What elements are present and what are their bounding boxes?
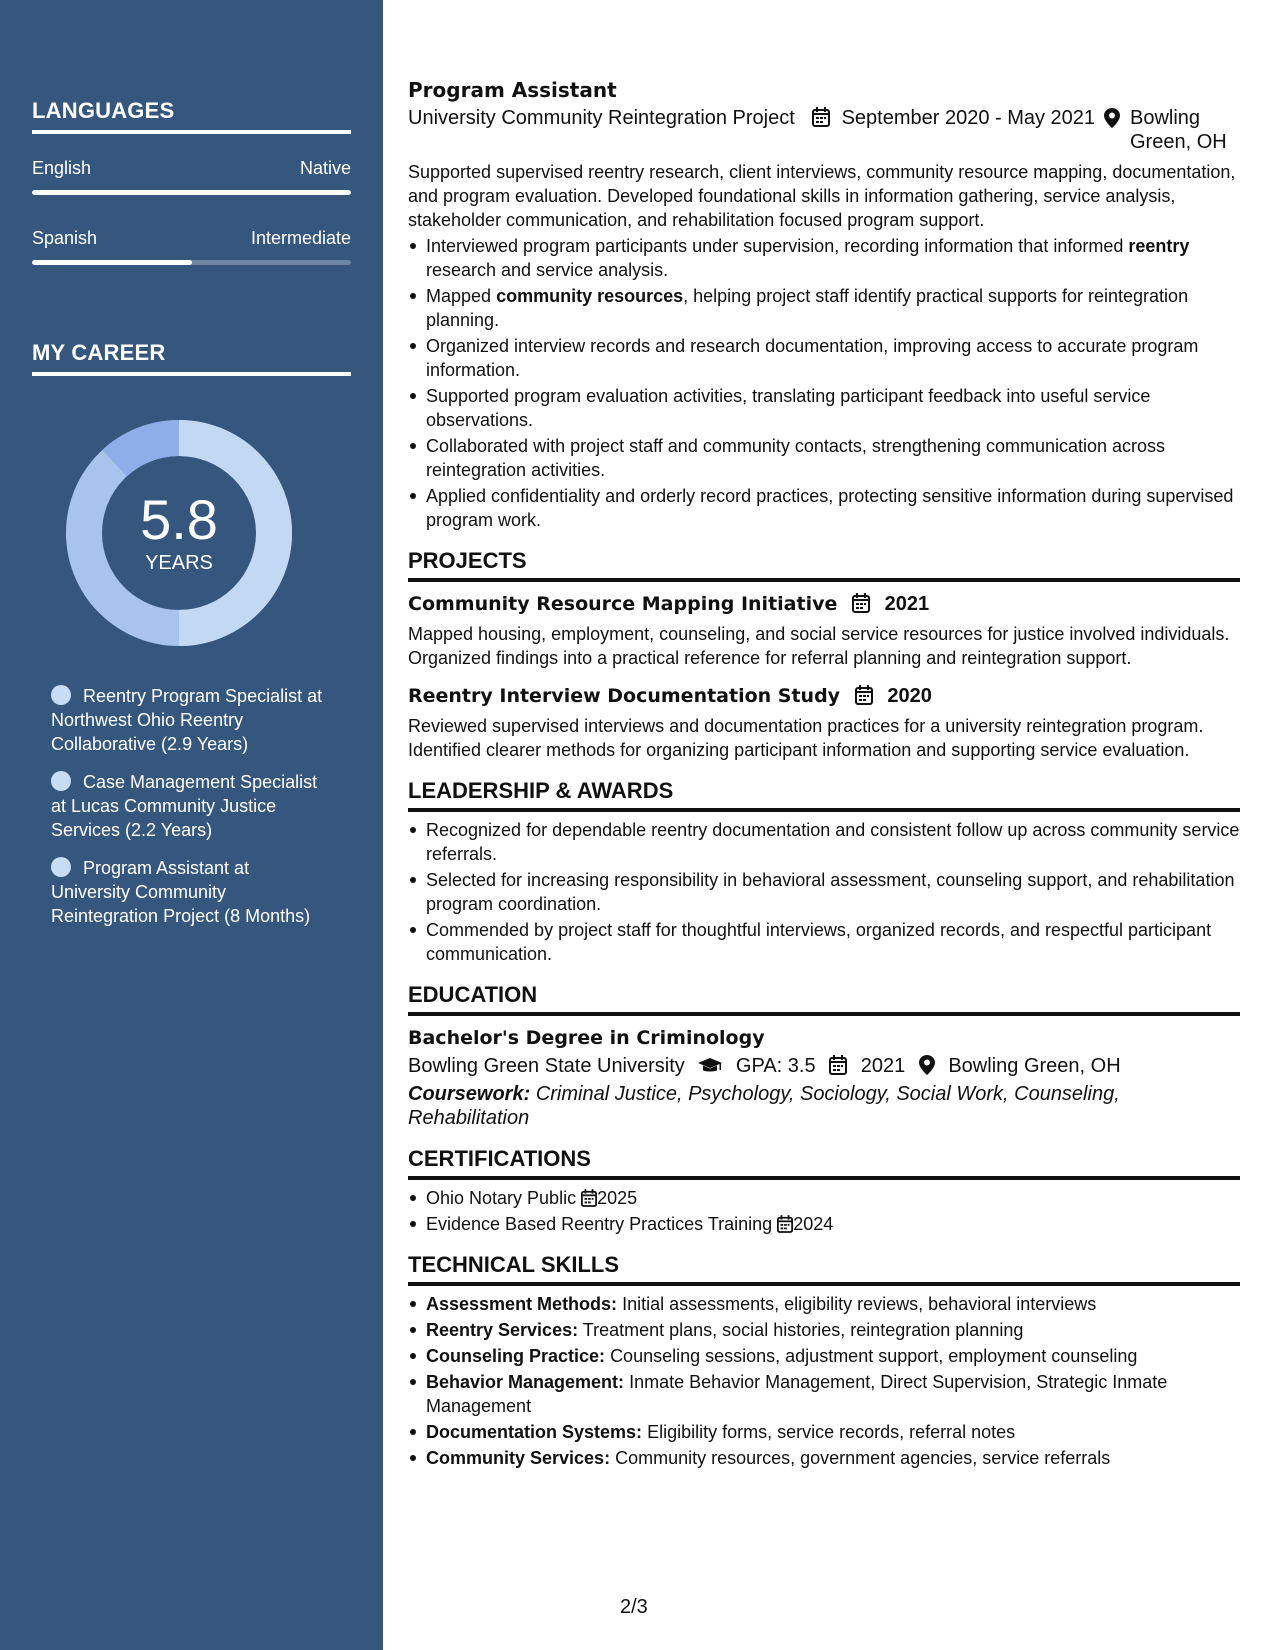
certifications-heading: CERTIFICATIONS [408,1144,1240,1180]
job-title: Program Assistant [408,78,617,102]
project-title: Reentry Interview Documentation Study 2020 [408,685,932,707]
school-name: Bowling Green State University [408,1055,685,1077]
list-item: Behavior Management: Inmate Behavior Management, Direct Supervision, Strategic Inmate Management [408,1370,1240,1418]
sidebar [0,0,383,1650]
career-heading: MY CAREER [32,340,351,376]
certifications-list [408,1186,1240,1236]
job-meta [408,106,1240,156]
donut-center [66,488,292,575]
calendar-icon [852,593,870,615]
coursework-label: Coursework: [408,1083,531,1105]
education-meta [408,1052,1240,1080]
degree-title: Bachelor's Degree in Criminology [408,1027,765,1049]
list-item: Evidence Based Reentry Practices Training 2024 [408,1212,1240,1236]
calendar-icon [581,1188,597,1208]
career-item-text: Reentry Program Specialist at Northwest Ohio Reentry Collaborative (2.9 Years) [51,686,323,754]
list-item: Interviewed program participants under supervision, recording information that informed reentry research and service analysis. [408,234,1240,282]
project-desc: Reviewed supervised interviews and documentation practices for a university reintegration program. Identified clearer methods for organizing participant information and supporting service evaluation. [408,716,1204,760]
gpa: GPA: 3.5 [735,1055,816,1077]
career-total: 5.8 [140,488,218,551]
project-desc: Mapped housing, employment, counseling, and social service resources for justice involved individuals. Organized findings into a practical reference for referral planning and reintegration support. [408,624,1230,668]
legend-dot-icon [51,857,71,877]
list-item: Mapped community resources, helping project staff identify practical supports for reintegration planning. [408,284,1240,332]
language-bar-fill [32,190,351,195]
map-pin-icon [919,1055,935,1077]
calendar-icon [812,107,830,129]
list-item: Community Services: Community resources, government agencies, service referrals [408,1446,1240,1470]
list-item: Supported program evaluation activities, translating participant feedback into useful service observations. [408,384,1240,432]
list-item: Commended by project staff for thoughtful interviews, organized records, and respectful participant communication. [408,918,1240,966]
language-level: Native [299,158,351,178]
job-location-wrap [1108,106,1248,154]
graduation-year: 2021 [860,1055,906,1077]
legend-dot-icon [51,771,71,791]
list-item: Selected for increasing responsibility in behavioral assessment, counseling support, and rehabilitation program coordination. [408,868,1240,916]
education-heading: EDUCATION [408,980,1240,1016]
calendar-icon [829,1055,847,1077]
leadership-heading: LEADERSHIP & AWARDS [408,776,1240,812]
career-item-text: Program Assistant at University Community Reintegration Project (8 Months) [51,858,311,926]
graduation-cap-icon [698,1055,722,1077]
project-title: Community Resource Mapping Initiative 2021 [408,593,930,615]
career-item [51,770,331,842]
list-item: Recognized for dependable reentry documentation and consistent follow up across community service referrals. [408,818,1240,866]
list-item: Documentation Systems: Eligibility forms, service records, referral notes [408,1420,1240,1444]
career-item [51,684,331,756]
project-year: 2021 [884,593,930,615]
language-name: Spanish [32,228,98,248]
list-item: Collaborated with project staff and community contacts, strengthening communication across reintegration activities. [408,434,1240,482]
coursework [408,1082,1240,1130]
list-item: Organized interview records and research documentation, improving access to accurate program information. [408,334,1240,382]
calendar-icon [855,685,873,707]
page-number: 2/3 [620,1596,648,1618]
job-bullets [408,234,1240,532]
skills-list [408,1292,1240,1470]
projects-heading: PROJECTS [408,546,1240,582]
leadership-list [408,818,1240,966]
language-level: Intermediate [250,228,351,248]
project-year: 2020 [887,685,932,707]
coursework-text: Criminal Justice, Psychology, Sociology, Social Work, Counseling, Rehabilitation [408,1083,1120,1129]
languages-heading: LANGUAGES [32,98,351,134]
list-item: Ohio Notary Public 2025 [408,1186,1240,1210]
list-item: Reentry Services: Treatment plans, social histories, reintegration planning [408,1318,1240,1342]
main-content [408,76,1240,1472]
list-item: Applied confidentiality and orderly record practices, protecting sensitive information during supervised program work. [408,484,1240,532]
language-bar [32,260,351,265]
job-dates: September 2020 - May 2021 [841,107,1096,129]
language-bar [32,190,351,195]
map-pin-icon [1104,107,1120,131]
job-location: Bowling Green, OH [1130,107,1227,153]
career-item-text: Case Management Specialist at Lucas Community Justice Services (2.2 Years) [51,772,318,840]
calendar-icon [777,1214,793,1234]
job-dates-wrap [812,106,1095,130]
career-unit: YEARS [145,552,213,574]
list-item: Counseling Practice: Counseling sessions, adjustment support, employment counseling [408,1344,1240,1368]
job-summary: Supported supervised reentry research, client interviews, community resource mapping, documentation, and program evaluation. Developed foundational skills in information gathering, service analysis, stakeholder communication, and rehabilitation focused program support. [408,162,1236,230]
legend-dot-icon [51,685,71,705]
school-location: Bowling Green, OH [948,1055,1121,1077]
career-item [51,856,331,928]
skills-heading: TECHNICAL SKILLS [408,1250,1240,1286]
donut-segment-dark [115,438,179,463]
language-bar-fill [32,260,192,265]
job-org: University Community Reintegration Project [408,107,795,129]
career-donut [66,420,292,646]
language-name: English [32,158,92,178]
list-item: Assessment Methods: Initial assessments, eligibility reviews, behavioral interviews [408,1292,1240,1316]
